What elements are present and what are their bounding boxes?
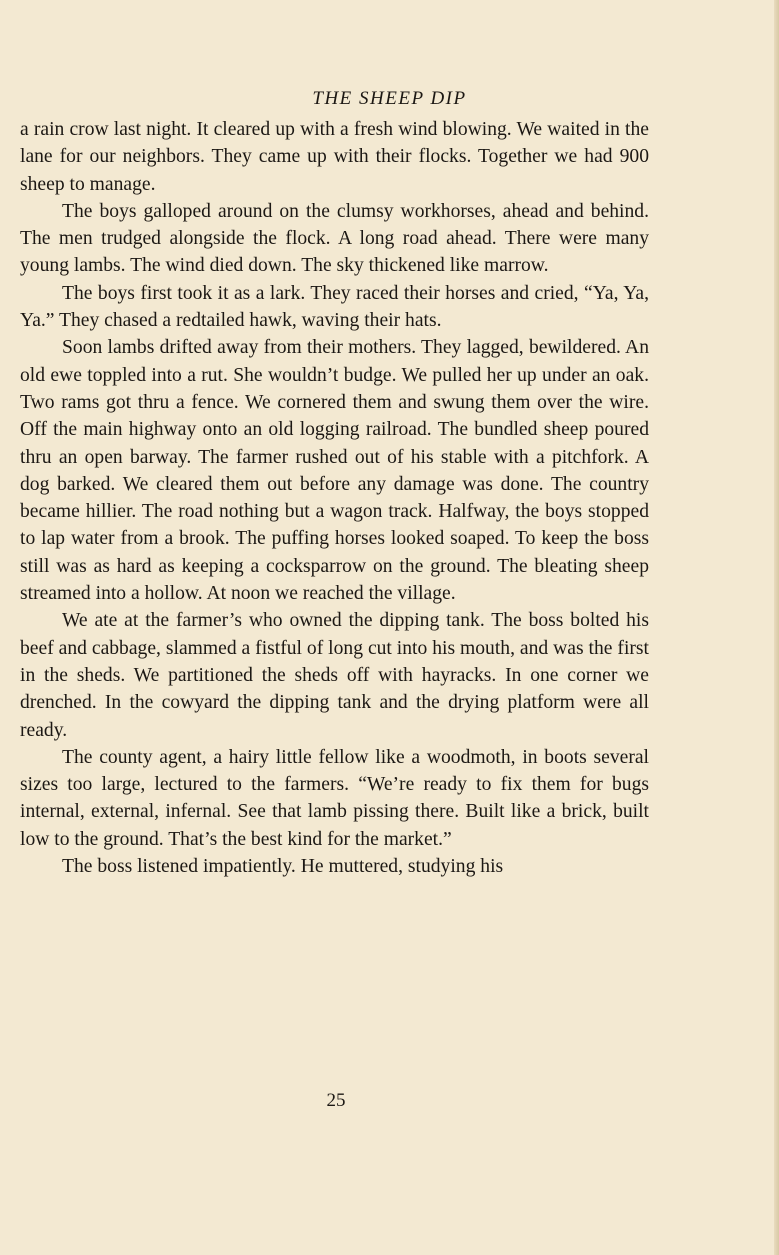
- paragraph-last: The boss listened impatiently. He muttered, studying his: [62, 856, 504, 878]
- page-edge: [774, 0, 779, 1255]
- paragraph: The boys galloped around on the clumsy workhorses, ahead and behind. The men trudged alongside the flock. A long road ahead. There were many young lambs. The wind died down. The sky thickened like marrow.: [20, 200, 649, 277]
- paragraph: The county agent, a hairy little fellow like a woodmoth, in boots several sizes too large, lectured to the farmers. “We’re ready to fix them for bugs internal, external, infernal. See that lamb pissing there. Built like a brick, built low to the ground. That’s the best kind for the market.”: [20, 746, 649, 850]
- body-text: [20, 116, 649, 880]
- paragraph: We ate at the farmer’s who owned the dipping tank. The boss bolted his beef and cabbage, slammed a fistful of long cut into his mouth, and was the first in the sheds. We partitioned the sheds off with hayracks. In one corner we drenched. In the cowyard the dipping tank and the drying platform were all ready.: [20, 610, 649, 741]
- page-number: 25: [326, 1090, 346, 1111]
- paragraph-continued: a rain crow last night. It cleared up with a fresh wind blowing. We waited in the lane for our neighbors. They came up with their flocks. Together we had 900 sheep to manage.: [20, 119, 649, 195]
- paragraph: Soon lambs drifted away from their mothers. They lagged, bewildered. An old ewe toppled into a rut. She wouldn’t budge. We pulled her up under an oak. Two rams got thru a fence. We cornered them and swung them over the wire. Off the main highway onto an old logging railroad. The bundled sheep poured thru an open barway. The farmer rushed out of his stable with a pitchfork. A dog barked. We cleared them out before any damage was done. The country became hillier. The road nothing but a wagon track. Halfway, the boys stopped to lap water from a brook. The puffing horses looked soaped. To keep the boss still was as hard as keeping a cocksparrow on the ground. The bleating sheep streamed into a hollow. At noon we reached the village.: [20, 337, 649, 605]
- running-head: THE SHEEP DIP: [312, 88, 467, 109]
- paragraph: The boys first took it as a lark. They raced their horses and cried, “Ya, Ya, Ya.” They chased a redtailed hawk, waving their hats.: [20, 282, 649, 332]
